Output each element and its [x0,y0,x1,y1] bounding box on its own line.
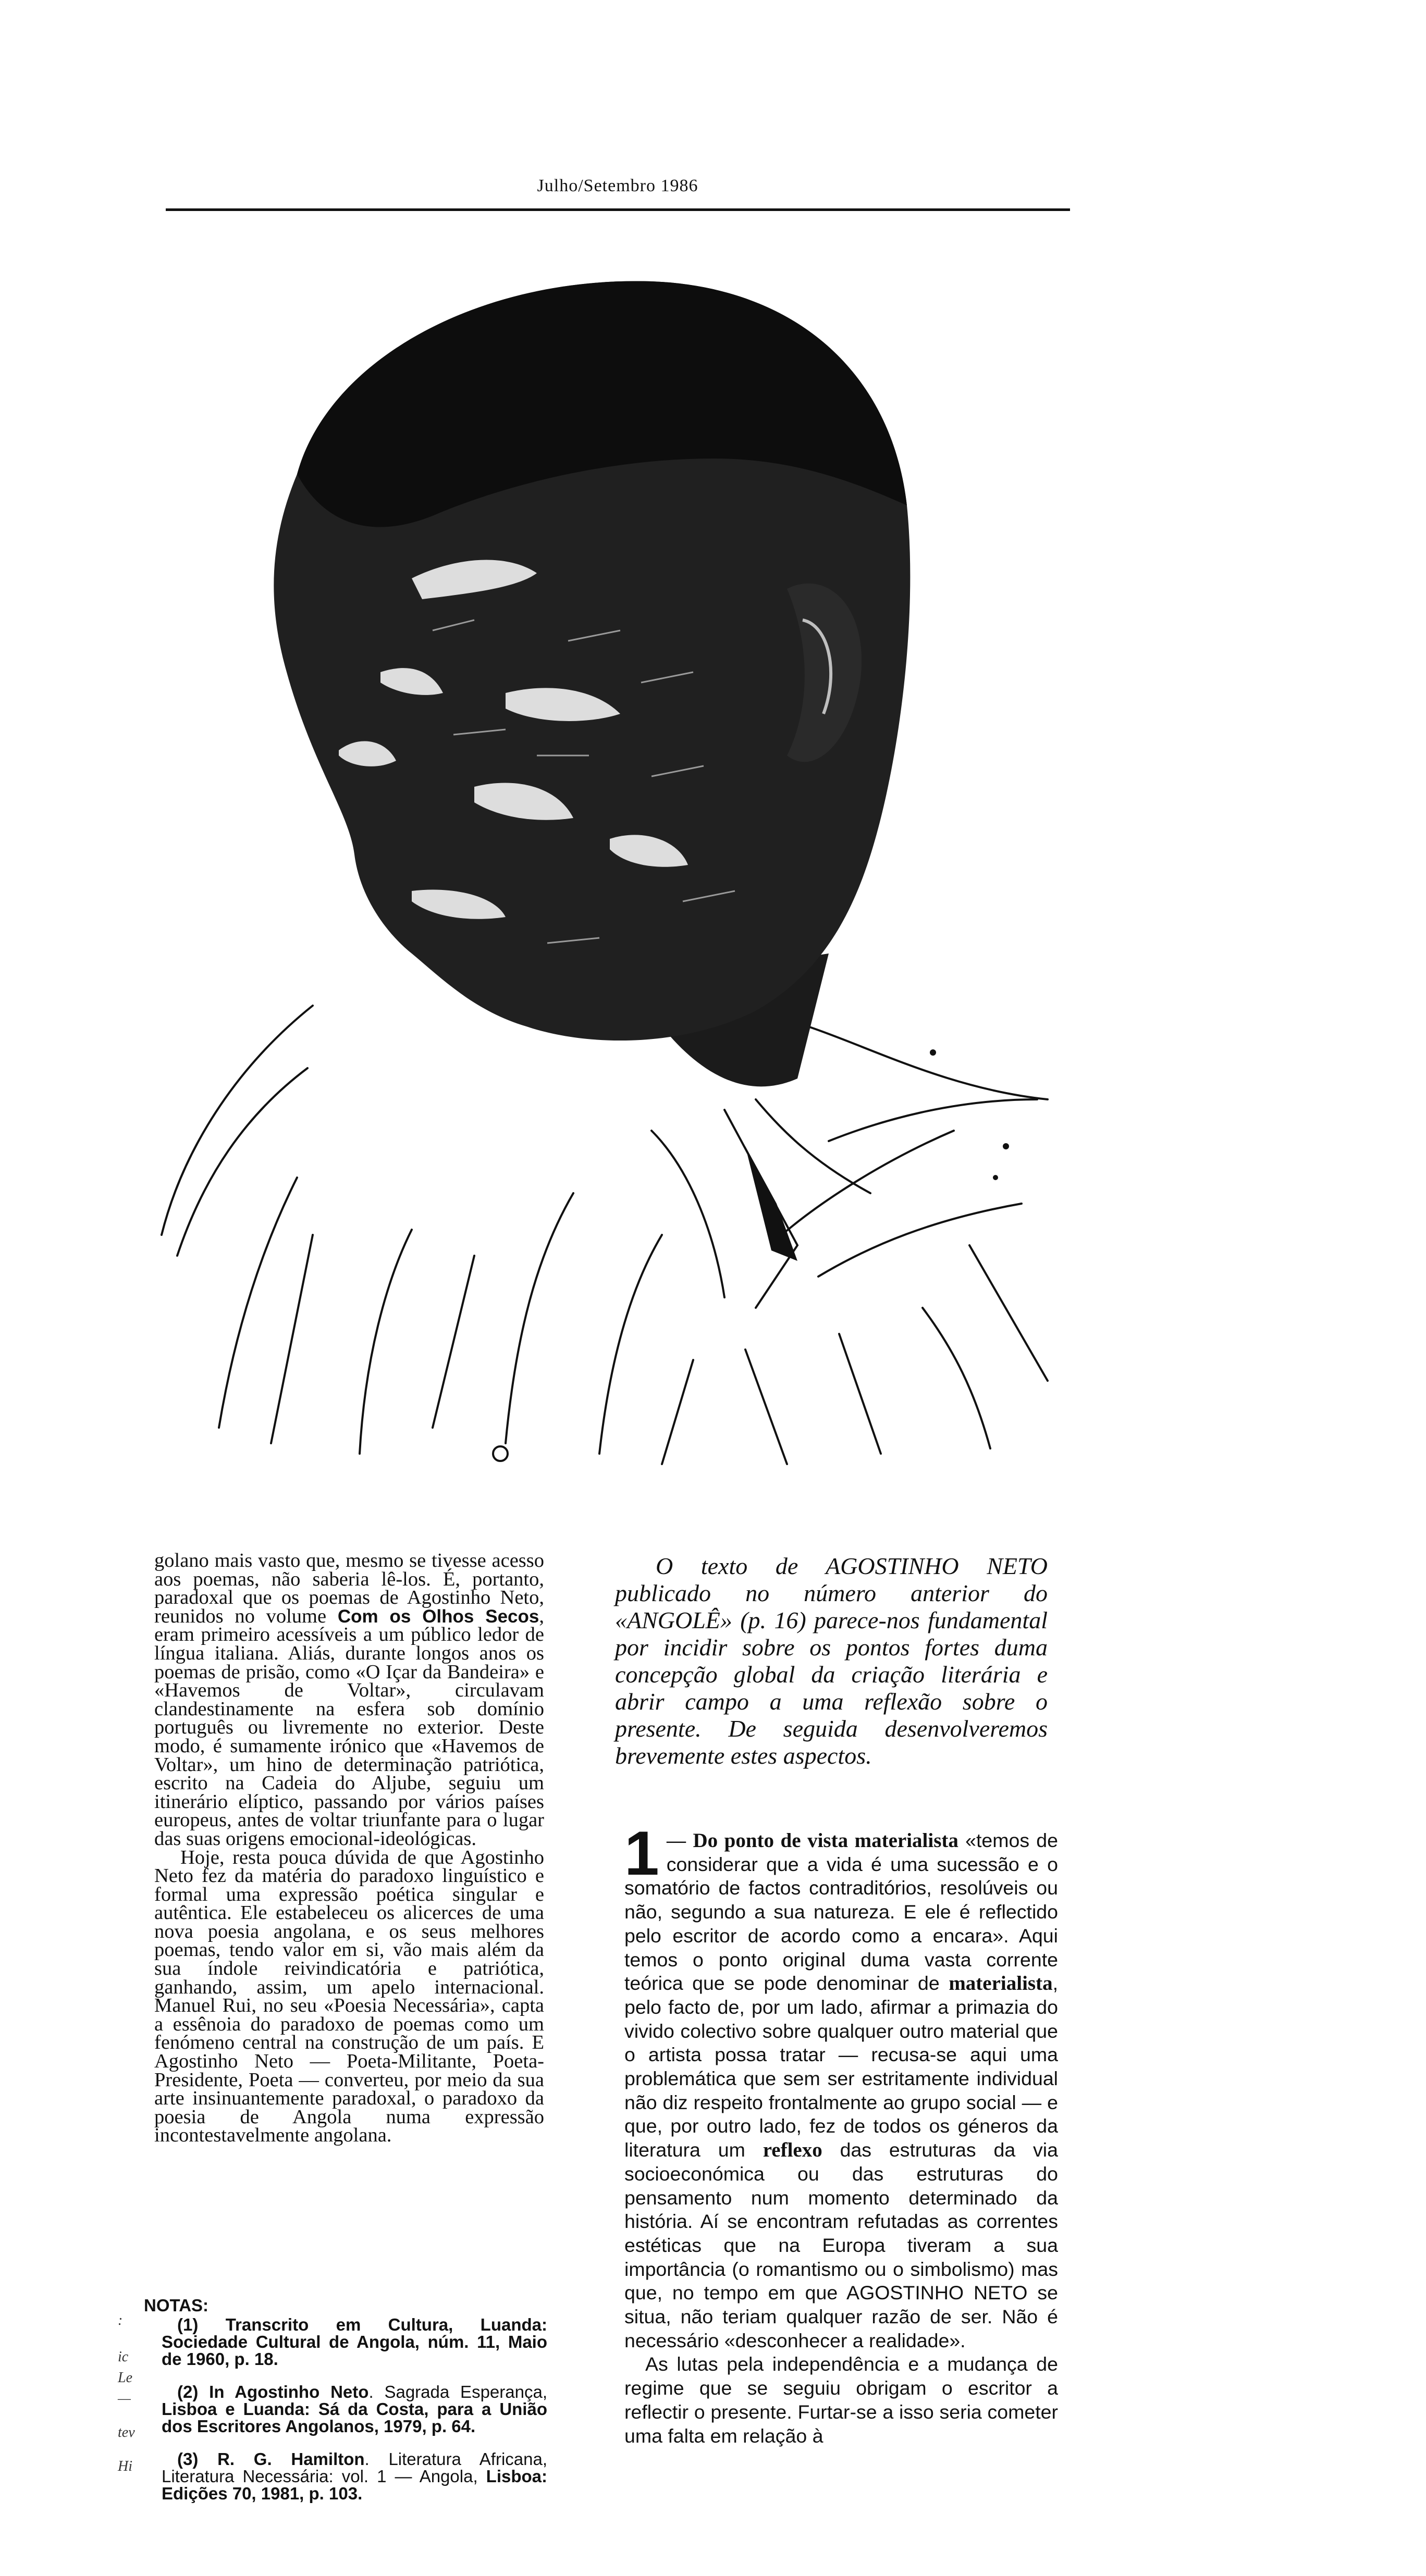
right-paragraph [624,1818,1058,2352]
note-item [162,2383,547,2435]
notes-label: NOTAS: [144,2296,209,2315]
issue-date-header: Julho/Setembro 1986 [537,176,698,195]
portrait-illustration [141,214,1063,1475]
bold-phrase: Lisboa e Luanda: Sá da Costa, para a União dos Escritores Angolanos, 1979, p. 64. [162,2399,547,2436]
margin-mark: Le [118,2370,132,2386]
text-run: , eram primeiro acessíveis a um público ledor de língua italiana. Aliás, durante longos anos os poemas de prisão, como «O Içar da Bandeira» e «Havemos de Voltar», circulavam clandestinamente na esfera sob domínio português ou livremente no exterior. Deste modo, é sumamente irónico que «Havemos de Voltar», um hino de determinação patriótica, escrito na Cadeia do Aljube, seguiu um itinerário elíptico, passando por vários países europeus, antes de voltar triunfante para o lugar das suas origens emocional-ideológicas. [154,1605,544,1850]
text-run: Hoje, resta pouca dúvida de que Agostinho Neto fez da matéria do paradoxo linguístico e formal uma expressão poética singular e autêntica. Ele estabeleceu os alicerces de uma nova poesia angolana, e os seus melhores poemas, tendo valor em si, vão mais além da sua índole reivindicatória e patriótica, ganhando, assim, um apelo internacional. Manuel Rui, no seu «Poesia Necessária», capta a essênoia do paradoxo de poemas como um fenómeno central na construção de um país. E Agostinho Neto — Poeta-Militante, Poeta-Presidente, Poeta — converteu, por meio da sua arte insinuantemente paradoxal, o paradoxo da poesia de Angola numa expressão incontestavelmente angolana. [154,1846,544,2147]
bold-phrase: (1) Transcrito em Cultura, Luanda: Sociedade Cultural de Angola, núm. 11, Maio de 1960, p. 18. [162,2315,547,2369]
right-paragraph [624,2352,1058,2448]
margin-mark: tev [118,2424,135,2441]
bold-phrase: reflexo [763,2139,822,2162]
bold-phrase: (3) R. G. Hamilton [177,2449,365,2469]
text-run: , pelo facto de, por um lado, afirmar a primazia do vivido colectivo sobre qualquer outro material que o artista possa tratar — recusa-se aqui uma problemática que sem ser estritamente individual não diz respeito frontalmente ao grupo social — e que, por outro lado, fez de todos os géneros da literatura um [624,1972,1058,2161]
text-run: das estruturas da via socioeconómica ou das estruturas do pensamento num momento determinado da história. Aí se encontram refutadas as correntes estéticas que na Europa tiveram a sua importância (o romantismo ou o simbolismo) mas que, no tempo em que AGOSTINHO NETO se situa, não teriam qualquer razão de ser. Não é necessário «desconhecer a realidade». [624,2139,1058,2351]
bold-phrase: Com os Olhos Secos [337,1606,539,1627]
bold-phrase: Do ponto de vista materialista [693,1829,958,1852]
drop-cap-number: 1 [624,1818,659,1888]
right-column-paragraphs [624,1818,1058,2448]
text-run: — [666,1829,693,1851]
bold-phrase: Lisboa: Edições 70, 1981, p. 103. [162,2467,547,2503]
note-item [162,2316,547,2368]
margin-mark: — [118,2391,131,2407]
text-run: . Literatura Africana, Literatura Necessária: vol. 1 — Angola, [162,2449,548,2486]
margin-mark: ic [118,2349,129,2365]
margin-mark: : [118,2312,123,2329]
bold-phrase: (2) In Agostinho Neto [177,2382,369,2401]
text-run: golano mais vasto que, mesmo se tivesse acesso aos poemas, não saberia lê-los. É, portanto, paradoxal que os poemas de Agostinho Neto, reunidos no volume [154,1550,544,1627]
left-column-text [154,1552,544,2145]
text-run: As lutas pela independência e a mudança de regime que se seguiu obrigam o escritor a reflectir o presente. Furtar-se a isso seria cometer uma falta em relação à [624,2353,1058,2447]
right-column-text [624,1818,1058,2448]
notes-section [141,2297,547,2502]
header-rule [166,208,1070,211]
bold-phrase: materialista [949,1972,1053,1995]
left-paragraph [154,1552,544,1849]
lead-paragraph: O texto de AGOSTINHO NETO publicado no número anterior do «ANGOLÊ» (p. 16) parece-nos fundamental por incidir sobre os pontos fortes duma concepção global da criação literária e abrir campo a uma reflexão sobre o presente. De seguida desenvolveremos brevemente estes aspectos. [615,1553,1048,1769]
notes-list [141,2316,547,2502]
margin-mark: Hi [118,2458,132,2474]
left-paragraph [154,1846,544,2147]
note-item [162,2450,547,2502]
text-run: «temos de considerar que a vida é uma sucessão e o somatório de factos contraditórios, resolúveis ou não, segundo a sua natureza. E ele é reflectido pelo escritor de acordo como a encara». Aqui temos o ponto original duma vasta corrente teórica que se pode denominar de [624,1829,1058,1995]
text-run: . Sagrada Esperança, [368,2382,547,2401]
